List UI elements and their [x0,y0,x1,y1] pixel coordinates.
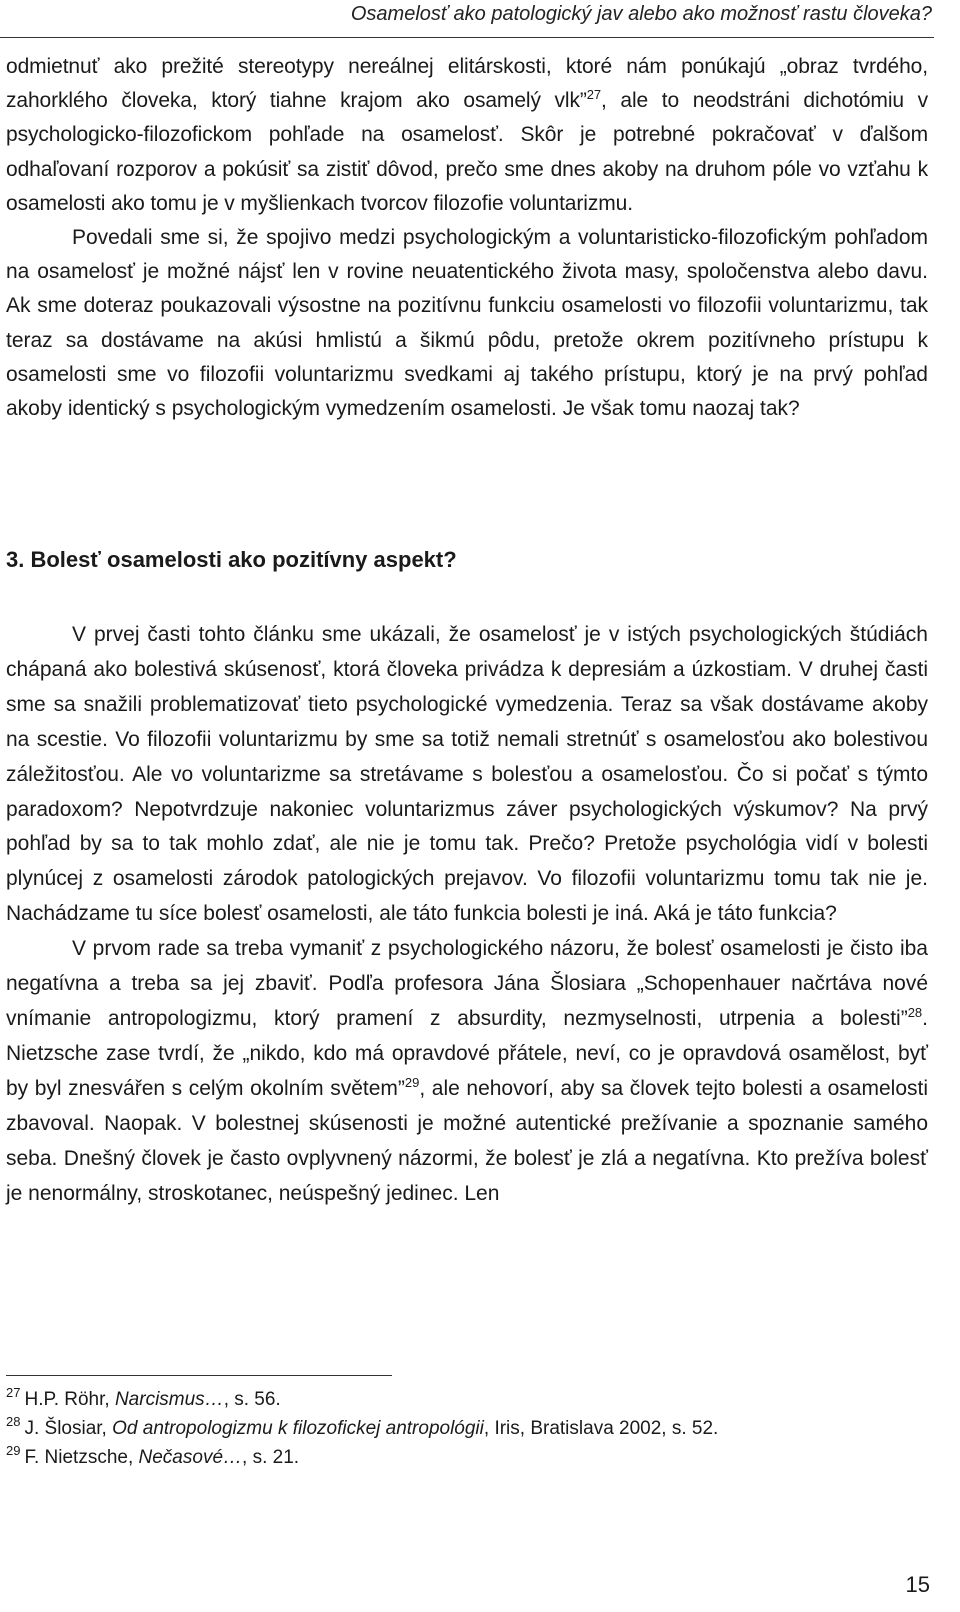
footnote-rule [6,1375,392,1376]
footnote-ref-27: 27 [586,87,602,103]
paragraph [6,221,928,426]
page-number: 15 [905,1572,930,1597]
footnote-text: , s. 21. [242,1447,300,1468]
section-heading: 3. Bolesť osamelosti ako pozitívny aspekt? [6,547,457,572]
paragraph-continuation [6,50,928,221]
footnote-text: F. Nietzsche, [24,1447,139,1468]
footnote-29 [6,1443,718,1472]
footnote-number: 27 [6,1385,21,1400]
paragraph-text: odmietnuť ako prežité stereotypy nereálnej elitárskosti, ktoré nám ponúkajú „obraz tvrdého, zahorklého človeka, ktorý tiahne krajom ako osamelý vlk” [6,55,928,113]
footnote-number: 28 [6,1414,21,1429]
footnote-28 [6,1414,718,1443]
paragraph-text: V prvom rade sa treba vymaniť z psychologického názoru, že bolesť osamelosti je čisto iba negatívna a treba sa jej zbaviť. Podľa profesora Jána Šlosiara „Schopenhauer načrtáva nové vnímanie antropologizmu, ktorý pramení z absurdity, nezmyselnosti, utrpenia a bolesti” [6,937,928,1030]
paragraph-text: , ale nehovorí, aby sa človek tejto bolesti a osamelosti zbavoval. Naopak. V bolestnej skúsenosti je možné autentické prežívanie a spoznanie samého seba. Dnešný človek je často ovplyvnený názormi, že bolesť je zlá a negatívna. Kto prežíva bolesť je nenormálny, stroskotanec, neúspešný jedinec. Len [6,1076,928,1205]
footnote-27 [6,1385,718,1414]
footnote-title: Narcismus… [114,1389,224,1410]
footnote-title: Nečasové… [138,1447,243,1468]
body-text-top [6,50,928,426]
paragraph-text: , ale to neodstráni dichotómiu v psychologicko-filozofickom pohľade na osamelosť. Skôr je potrebné pokračovať v ďalšom odhaľovaní rozporov a pokúsiť sa zistiť dôvod, prečo sme dnes akoby na druhom póle vo vzťahu k osamelosti ako tomu je v myšlienkach tvorcov filozofie voluntarizmu. [6,89,928,215]
paragraph-text: Povedali sme si, že spojivo medzi psychologickým a voluntaristicko-filozofickým pohľadom na osamelosť je možné nájsť len v rovine neuatentického života masy, spoločenstva alebo davu. Ak sme doteraz poukazovali výsostne na pozitívnu funkciu osamelosti vo filozofii voluntarizmu, tak teraz sa dostávame na akúsi hmlistú a šikmú pôdu, pretože okrem pozitívneho prístupu k osamelosti sme vo filozofii voluntarizmu svedkami aj takého prístupu, ktorý je na prvý pohľad akoby identický s psychologickým vymedzením osamelosti. Je však tomu naozaj tak? [6,226,928,421]
paragraph-text: V prvej časti tohto článku sme ukázali, že osamelosť je v istých psychologických štúdiách chápaná ako bolestivá skúsenosť, ktorá človeka privádza k depresiám a úzkostiam. V druhej časti sme sa snažili problematizovať tieto psychologické vymedzenia. Teraz sa však dostávame akoby na scestie. Vo filozofii voluntarizmu by sme sa totiž nemali stretnúť s osamelosťou ako bolestivou záležitosťou. Ale vo voluntarizme sa stretávame s bolesťou a osamelosťou. Čo si počať s týmto paradoxom? Nepotvrdzuje nakoniec voluntarizmus záver psychologických výskumov? Na prvý pohľad by sa to tak mohlo zdať, ale nie je tomu tak. Prečo? Pretože psychológia vidí v bolesti plynúcej z osamelosti zárodok patologických prejavov. Vo filozofii voluntarizmu tomu tak nie je. Nachádzame tu síce bolesť osamelosti, ale táto funkcia bolesti je iná. Aká je táto funkcia? [6,623,928,926]
paragraph-text: . Nietzsche zase tvrdí, že „nikdo, kdo má opravdové přátele, neví, co je opravdová osamělost, byť by byl znesvářen s celým okolním světem” [6,1006,928,1100]
body-text-bottom [6,618,928,1211]
footnotes [6,1385,718,1472]
paragraph [6,618,928,932]
paragraph [6,932,928,1211]
footnote-text: H.P. Röhr, [24,1389,115,1410]
footnote-text: J. Šlosiar, [24,1418,113,1439]
running-header: Osamelosť ako patologický jav alebo ako možnosť rastu človeka? [350,3,932,25]
header-rule [0,37,934,38]
footnote-title: Od antropologizmu k filozofickej antropológii [112,1418,484,1439]
footnote-text: , Iris, Bratislava 2002, s. 52. [483,1418,719,1439]
footnote-ref-28: 28 [907,1004,923,1020]
footnote-ref-29: 29 [404,1074,420,1090]
footnote-number: 29 [6,1443,21,1458]
footnote-text: , s. 56. [223,1389,281,1410]
